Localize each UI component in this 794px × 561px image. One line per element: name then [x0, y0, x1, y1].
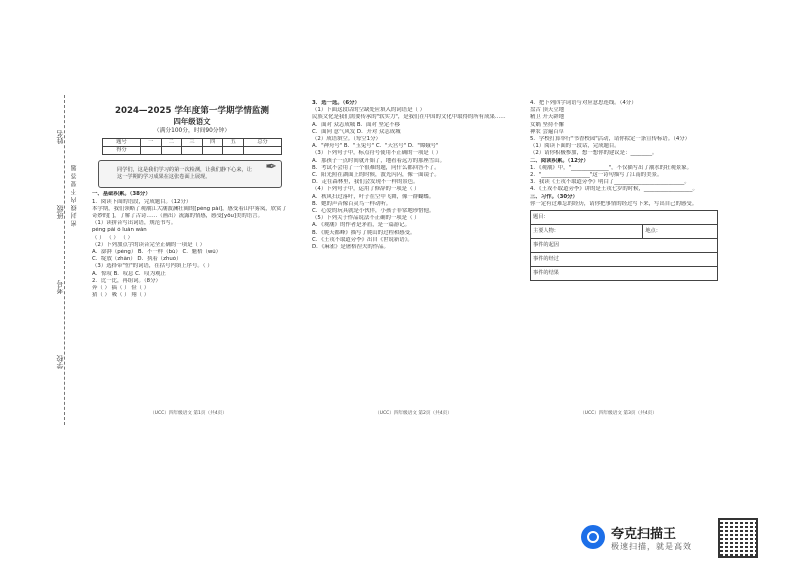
- answer-blanks[interactable]: 2．"__________________"这一诗句描写了江南的美景。: [530, 172, 663, 179]
- exam-title: 2024—2025 学年度第一学期学情监测: [115, 106, 269, 116]
- exam-info: （满分100分，时间90分钟）: [153, 128, 231, 134]
- section-heading: 二、阅读积累。（12分）: [530, 157, 589, 164]
- quill-pen-icon: ✒: [265, 159, 277, 176]
- quark-logo-icon: [581, 525, 605, 549]
- score-input[interactable]: [223, 147, 244, 155]
- page-footer-2: （UCC）四年级语文 第2页（共4页）: [375, 411, 452, 416]
- option-line: C．《王戎不取道旁李》出自《世说新语》。: [312, 236, 413, 243]
- location-cell[interactable]: 地点：: [643, 225, 718, 239]
- score-input[interactable]: [182, 147, 203, 155]
- greeting-banner: [98, 160, 282, 188]
- score-cell: 得分: [103, 147, 141, 155]
- question-line: 民族文化是我们需要传承的"软实力"，是我们在中国的文化中取得的所有成果……: [312, 114, 506, 121]
- binding-label-name: 姓名: [56, 130, 64, 144]
- banner-text: 同学们，这是我们学习的第一次检测，让我们静下心来，让这一学期的学习成果在这张卷面上展现。: [117, 167, 252, 181]
- answer-blanks[interactable]: 1．《观潮》中，"______________"，不仅描写出了潮水的壮观景象。: [530, 164, 693, 171]
- option-line: A．那孩子一点时间就开始了，地看着远方的那座雪山。: [312, 157, 446, 164]
- option-line: D．走在森林里，我们会发现不一样的景色。: [312, 179, 419, 186]
- title-label: 题目：: [533, 213, 549, 220]
- page-footer-1: （UCC）四年级语文 第1页（共4页）: [150, 411, 227, 416]
- question-line: 本学期，我们领略了观潮江大潮波澜壮阔的[péng pài]，感受着山中雾岚，欣赏了: [92, 205, 287, 212]
- binding-label-id: 考号: [56, 280, 64, 294]
- question-line: （2）下列加点字的读音完全正确的一项是（ ）: [92, 241, 205, 248]
- pinyin-line: péng pài ó luán wán: [92, 227, 147, 234]
- answer-blanks[interactable]: （2）请你积极参加，想一想你的建议是：________。: [530, 150, 658, 157]
- question-line: （3）选择带"恒"的词语，在括号内填上序号。（ ）: [92, 263, 213, 270]
- option-line: A．"神舟号" B．"玉兔号" C．"天宫号" D．"嫦娥号": [312, 143, 439, 150]
- option-line: A．秋风扫过落叶，叶子在空中飞舞，像一群蝴蝶。: [312, 193, 435, 200]
- page-2: [312, 100, 512, 251]
- question-line: （5）下列关于作品说法不正确的一项是（ ）: [312, 215, 420, 222]
- score-input[interactable]: [161, 147, 182, 155]
- question-line: （4）下列句子中，运用了修辞的一项是（ ）: [312, 186, 420, 193]
- score-cell: 三: [182, 139, 203, 147]
- watermark-brand: 夸克扫描王: [611, 527, 677, 542]
- question-line: （2）成语填空。（每空1分）: [312, 136, 381, 143]
- binding-label-school: 学校: [56, 355, 64, 369]
- option-line: D．《麻雀》是屠格涅夫的作品。: [312, 244, 389, 251]
- exam-subject: 四年级语文: [173, 117, 211, 126]
- option-line: B．考试不会用了一个很难的题，问什么都回答不了。: [312, 164, 440, 171]
- match-row[interactable]: 神农 尝遍百草: [530, 128, 565, 135]
- match-row[interactable]: 精卫 开天辟地: [530, 114, 565, 121]
- score-cell: 题号: [103, 139, 141, 147]
- qr-code-pattern: [720, 520, 756, 556]
- question-line: 1．阅读下面的语段，完成题目。（12分）: [92, 198, 192, 205]
- seal-line: [64, 95, 65, 425]
- score-input[interactable]: [202, 147, 223, 155]
- option-line: A．澎湃（péng） B．不一样（bù） C．魁梧（wú）: [92, 249, 222, 256]
- score-table: [102, 138, 282, 155]
- score-input[interactable]: [244, 147, 282, 155]
- score-cell: 二: [161, 139, 182, 147]
- question-line: 2．比一比，再组词。（8分）: [92, 277, 161, 284]
- match-row[interactable]: 盘古 顶天立地: [530, 107, 565, 114]
- question-line: 奇妙的[ ]，了解了古诗……（画出）流露的情感，感受[yōu]美的语言。: [92, 213, 263, 220]
- section-heading: 3．选一选。（6分）: [312, 100, 360, 106]
- question-line: 4．把下列四字词语与对应意思连线。（4分）: [530, 100, 637, 106]
- binding-margin: [0, 95, 82, 425]
- writing-title-cell[interactable]: [531, 211, 718, 225]
- question-line: （1）读拼音写出词语，规范书写。: [92, 220, 177, 227]
- answer-blanks[interactable]: （ ） （ ） （ ）: [92, 234, 133, 241]
- score-cell: 四: [202, 139, 223, 147]
- answer-blanks[interactable]: 4．《王戎不取道旁李》讲的是王戎七岁的时候，__________________。: [530, 186, 698, 193]
- score-cell: 总分: [244, 139, 282, 147]
- score-cell: 五: [223, 139, 244, 147]
- option-line: B．她的声音像百灵鸟一样动听。: [312, 200, 392, 207]
- page-footer-3: （UCC）四年级语文 第3页（共4页）: [580, 411, 657, 416]
- question-line: （1）下面这段话的空缺处应填入的词语是（ ）: [312, 107, 425, 114]
- question-line: （1）阅读下面的一段话，完成题目。: [530, 143, 620, 150]
- option-line: A．面对 众志成城 B．面对 坚定不移: [312, 121, 400, 128]
- event-process-cell[interactable]: 事件的经过: [531, 253, 718, 267]
- watermark-slogan: 极速扫描，就是高效: [611, 542, 692, 551]
- match-row[interactable]: 女娲 坚持不懈: [530, 121, 565, 128]
- seal-line-text: 密 封 线 内 不 要 答 题: [71, 165, 78, 227]
- option-line: C．绽放（zhàn） D．执着（zhuó）: [92, 256, 182, 263]
- answer-blanks[interactable]: 奔（ ） 搞（ ） 俭（ ）: [92, 285, 150, 292]
- question-line: （3）下列句子中，标点符号使用不正确的一项是（ ）: [312, 150, 442, 157]
- question-line: 5．学校打算举行"书香校园"活动，请你拟定一条宣传标语。（4分）: [530, 136, 691, 143]
- option-line: A．惊叹 B．叹息 C．叹为观止: [92, 270, 166, 277]
- event-cause-cell[interactable]: 事件的起因: [531, 239, 718, 253]
- section-heading: 三、习作。（30分）: [530, 193, 578, 200]
- score-input[interactable]: [140, 147, 161, 155]
- option-line: C．心爱的玩具就是小伙伴，小孩子非常地珍惜他。: [312, 208, 435, 215]
- page-3: [530, 100, 720, 281]
- answer-blanks[interactable]: 3．我读《王戎不取道旁李》明白了__________________________。: [530, 179, 690, 186]
- event-result-cell[interactable]: 事件的结果: [531, 267, 718, 281]
- score-cell: 一: [140, 139, 161, 147]
- option-line: B．《爬天都峰》描写了爬山的过程和感受。: [312, 229, 416, 236]
- option-line: C．阳光照在湖面上的时候，波光闪闪，像一面镜子。: [312, 172, 440, 179]
- binding-label-class: 班级: [56, 205, 64, 219]
- writing-plan-table: [530, 210, 718, 281]
- page-1: [92, 100, 292, 299]
- option-line: C．面向 意气风发 D．开对 众志成城: [312, 128, 401, 135]
- section-heading: 一、基础积累。（38分）: [92, 191, 151, 198]
- main-character-cell[interactable]: 主要人物：: [531, 225, 643, 239]
- option-line: A．《观潮》的作者是茅盾，是一篇游记。: [312, 222, 411, 229]
- question-line: 你一定有过难忘的经历，请你把事情的经过写下来，写出自己的感受。: [530, 200, 698, 207]
- answer-blanks[interactable]: 猜（ ） 吸（ ） 翔（ ）: [92, 292, 150, 299]
